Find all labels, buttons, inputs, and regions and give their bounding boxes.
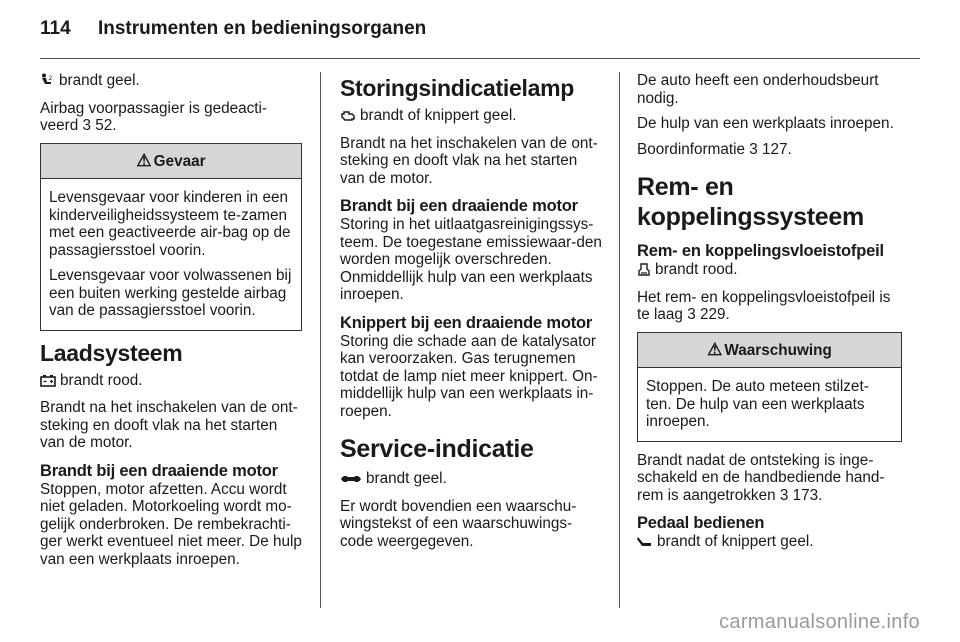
page-title: Instrumenten en bedieningsorganen <box>97 18 427 39</box>
section-heading: Rem- en koppelingssysteem <box>637 173 864 231</box>
ref-arrow: 3 <box>779 486 789 504</box>
paragraph: De auto heeft een onderhoudsbeurt nodig. <box>637 72 879 107</box>
paragraph: Er wordt bovendien een waarschu-wingstekst of een waarschuwings-code weergegeven. <box>340 497 577 550</box>
danger-box <box>40 143 302 331</box>
paragraph: Levensgevaar voor kinderen in een kinderveiligheidssysteem te-zamen met een geactiveerde air-bag op de passagiersstoel voorin. <box>49 189 291 259</box>
section-heading: Service-indicatie <box>340 435 534 463</box>
paragraph: Boordinformatie 3 127. <box>637 140 792 158</box>
paragraph: brandt of knippert geel. <box>637 533 902 553</box>
paragraph: Stoppen. De auto meteen stilzet-ten. De hulp van een werkplaats inroepen. <box>646 378 869 430</box>
svg-text:2: 2 <box>48 75 53 82</box>
paragraph: brandt rood. <box>40 372 302 392</box>
section-heading: Laadsysteem <box>40 339 183 366</box>
column-3 <box>637 72 902 561</box>
column-divider <box>619 72 620 608</box>
column-2 <box>340 72 604 558</box>
subsection-heading: Brandt bij een draaiende motor <box>340 197 578 215</box>
paragraph: brandt rood. <box>637 261 902 281</box>
paragraph: 2 brandt geel. <box>40 72 302 92</box>
paragraph: Brandt na het inschakelen van de ont-steking en dooft vlak na het starten van de motor. <box>40 399 298 451</box>
paragraph: Brandt nadat de ontsteking is inge-schakeld en de handbediende hand-rem is aangetrokken 3 173. <box>637 451 885 504</box>
wrench-icon <box>340 472 362 490</box>
paragraph: Airbag voorpassagier is gedeacti-veerd 3 52. <box>40 99 268 134</box>
subsection-heading: Pedaal bedienen <box>637 514 765 532</box>
airbag-off-icon <box>40 73 55 92</box>
paragraph: Levensgevaar voor volwassenen bij een buiten werking gestelde airbag van de passagiersstoel voorin. <box>49 267 292 319</box>
warning-box-body <box>638 368 901 441</box>
paragraph: Stoppen, motor afzetten. Accu wordt niet geladen. Motorkoeling wordt mo-gelijk onderbroken. De rembekrachti-ger werkt eventueel niet meer. De hulp van een werkplaats inroepen. <box>40 480 302 568</box>
warning-box-title: ⚠ Waarschuwing <box>638 333 901 369</box>
danger-box-body <box>41 179 301 330</box>
header-rule <box>40 58 920 59</box>
paragraph: De hulp van een werkplaats inroepen. <box>637 115 894 132</box>
warning-triangle-icon: ⚠ <box>136 150 152 170</box>
page-number: 114 <box>40 18 71 39</box>
subsection-heading: Knippert bij een draaiende motor <box>340 313 593 332</box>
paragraph: Brandt na het inschakelen van de ont-steking en dooft vlak na het starten van de motor. <box>340 134 598 187</box>
battery-icon <box>40 374 56 392</box>
subsection-heading: Rem- en koppelingsvloeistofpeil <box>637 242 884 260</box>
watermark: carmanualsonline.info <box>719 611 920 633</box>
section-heading: Storingsindicatielamp <box>340 75 574 101</box>
paragraph: brandt geel. <box>340 470 604 490</box>
warning-triangle-icon: ⚠ <box>707 339 723 359</box>
paragraph: brandt of knippert geel. <box>340 107 604 127</box>
ref-arrow: 3 <box>749 140 758 158</box>
subsection-heading: Brandt bij een draaiende motor <box>40 461 278 480</box>
ref-arrow: 3 <box>687 306 696 323</box>
paragraph: Storing die schade aan de katalysator kan veroorzaken. Gas terugnemen totdat de lamp niet meer knippert. On-middellijk hulp van een werkplaats in-roepen. <box>340 332 598 420</box>
warning-box <box>637 332 902 442</box>
paragraph: Storing in het uitlaatgasreinigingssys-teem. De toegestane emissiewaar-den worden mogelijk overschreden. Onmiddellijk hulp van een werkplaats inroepen. <box>340 216 602 303</box>
column-divider <box>320 72 321 608</box>
page-header <box>40 18 426 40</box>
danger-box-title: ⚠ Gevaar <box>41 144 301 180</box>
paragraph: Het rem- en koppelingsvloeistofpeil is te laag 3 229. <box>637 288 891 323</box>
column-1 <box>40 72 302 576</box>
ref-arrow: 3 <box>82 117 92 134</box>
pedal-icon <box>637 535 653 553</box>
engine-check-icon <box>340 109 356 127</box>
brake-fluid-icon <box>637 263 651 281</box>
